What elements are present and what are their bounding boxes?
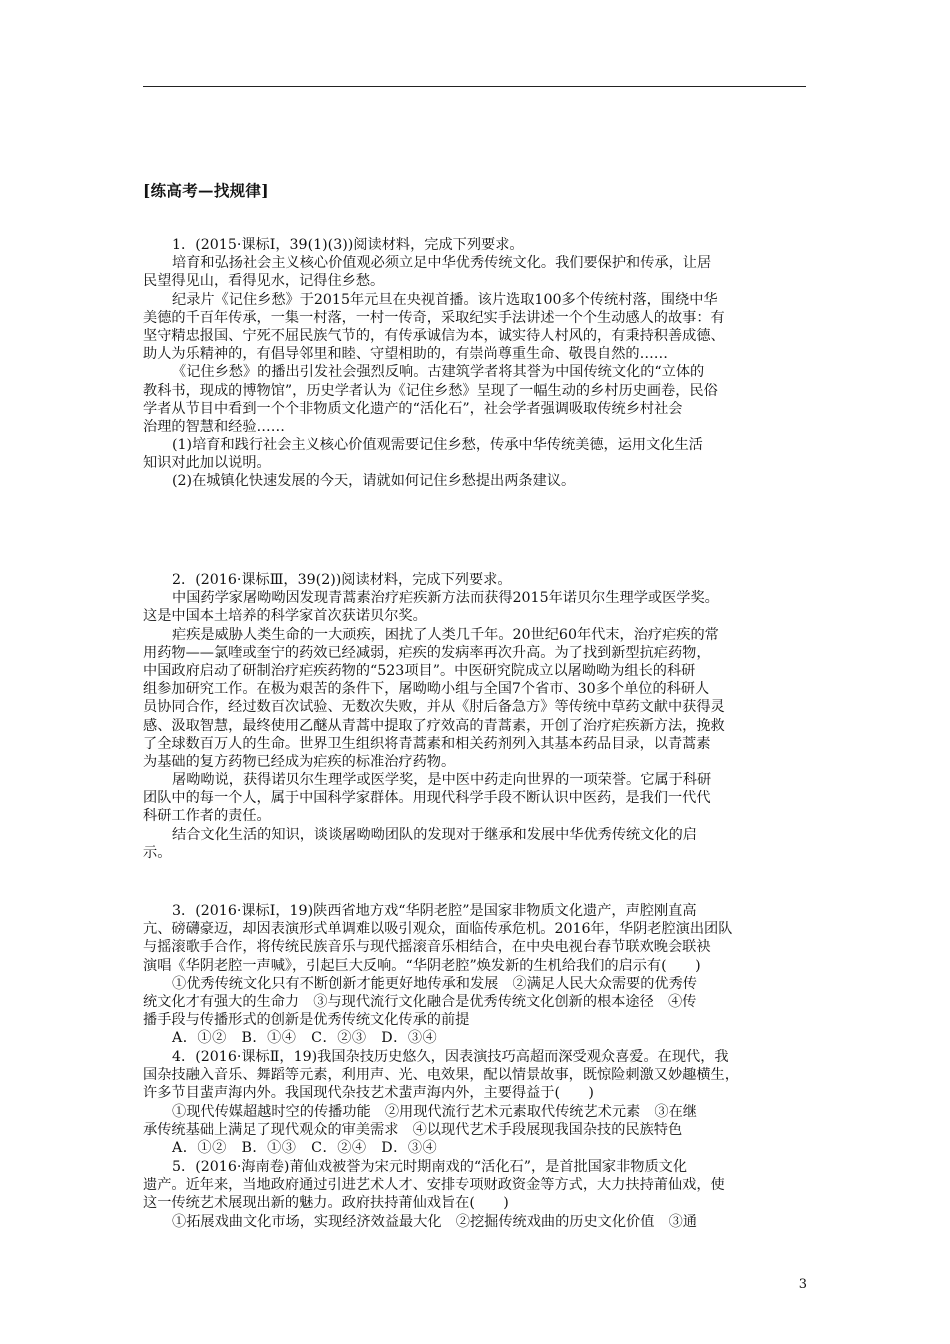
paragraph-line: 了全球数百万人的生命。世界卫生组织将青蒿素和相关药剂列入其基本药品目录，以青蒿素 [143, 735, 711, 752]
paragraph-line: 这一传统艺术展现出新的魅力。政府扶持莆仙戏旨在( ) [143, 1195, 509, 1212]
paragraph-line: 为基础的复方药物已经成为疟疾的标准治疗药物。 [143, 753, 456, 770]
paragraph-line: 中国政府启动了研制治疗疟疾药物的“523项目”。中医研究院成立以屠呦呦为组长的科研 [143, 662, 696, 679]
section-title: [练高考—找规律] [143, 181, 269, 200]
header-rule [143, 86, 806, 87]
choice-statement: ①拓展戏曲文化市场，实现经济效益最大化 ②挖掘传统戏曲的历史文化价值 ③通 [172, 1213, 697, 1230]
choice-statement: ①现代传媒超越时空的传播功能 ②用现代流行艺术元素取代传统艺术元素 ③在继 [172, 1103, 697, 1120]
paragraph-line: 演唱《华阴老腔一声喊》，引起巨大反响。“华阴老腔”焕发新的生机给我们的启示有( ) [143, 957, 701, 974]
answer-options: A．①② B．①③ C．②④ D．③④ [172, 1139, 438, 1156]
paragraph-line: 学者从节目中看到一个个非物质文化遗产的“活化石”，社会学者强调吸取传统乡村社会 [143, 400, 683, 417]
paragraph-line: 《记住乡愁》的播出引发社会强烈反响。古建筑学者将其誉为中国传统文化的“立体的 [172, 364, 705, 381]
paragraph-line: 中国药学家屠呦呦因发现青蒿素治疗疟疾新方法而获得2015年诺贝尔生理学或医学奖。 [172, 590, 719, 607]
paragraph-line: 遗产。近年来，当地政府通过引进艺术人才、安排专项财政资金等方式，大力扶持莆仙戏，使 [143, 1177, 725, 1194]
page-number: 3 [798, 1277, 807, 1292]
sub-question: 知识对此加以说明。 [143, 455, 271, 472]
q5-heading: 5．(2016·海南卷)莆仙戏被誉为宋元时期南戏的“活化石”，是首批国家非物质文化 [172, 1159, 688, 1175]
paragraph-line: 团队中的每一个人，属于中国科学家群体。用现代科学手段不断认识中医药，是我们一代代 [143, 790, 711, 807]
paragraph-line: 亢、磅礴豪迈，却因表演形式单调难以吸引观众，面临传承危机。2016年，华阴老腔演出团队 [143, 921, 733, 938]
paragraph-line: 助人为乐精神的，有倡导邻里和睦、守望相助的，有崇尚尊重生命、敬畏自然的…… [143, 346, 668, 363]
q3-heading: 3．(2016·课标Ⅰ，19)陕西省地方戏“华阴老腔”是国家非物质文化遗产，声腔刚直高 [172, 903, 697, 919]
question-5 [143, 1158, 806, 1231]
answer-options: A．①② B．①④ C．②③ D．③④ [172, 1030, 438, 1047]
question-4 [143, 1048, 806, 1157]
paragraph-line: 美德的千百年传承，一集一村落，一村一传奇，采取纪实手法讲述一个个生动感人的故事：有 [143, 309, 725, 326]
paragraph-line: 组参加研究工作。在极为艰苦的条件下，屠呦呦小组与全国7个省市、30多个单位的科研人 [143, 681, 710, 698]
paragraph-line: 屠呦呦说，获得诺贝尔生理学或医学奖，是中医中药走向世界的一项荣誉。它属于科研 [172, 772, 712, 789]
choice-statement: 承传统基础上满足了现代观众的审美需求 ④以现代艺术手段展现我国杂技的民族特色 [143, 1121, 683, 1138]
sub-question: (1)培育和践行社会主义核心价值观需要记住乡愁，传承中华传统美德，运用文化生活 [172, 437, 703, 454]
sub-question: 示。 [143, 844, 172, 861]
paragraph-line: 教科书，现成的博物馆”，历史学者认为《记住乡愁》呈现了一幅生动的乡村历史画卷，民俗 [143, 382, 718, 399]
sub-question: (2)在城镇化快速发展的今天，请就如何记住乡愁提出两条建议。 [172, 473, 576, 490]
paragraph-line: 与摇滚歌手合作，将传统民族音乐与现代摇滚音乐相结合，在中央电视台春节联欢晚会联袂 [143, 939, 711, 956]
paragraph-line: 这是中国本土培养的科学家首次获诺贝尔奖。 [143, 608, 427, 625]
q4-heading: 4．(2016·课标Ⅱ，19)我国杂技历史悠久，因表演技巧高超而深受观众喜爱。在现代，我 [172, 1049, 729, 1065]
choice-statement: 统文化才有强大的生命力 ③与现代流行文化融合是优秀传统文化创新的根本途径 ④传 [143, 993, 697, 1010]
paragraph-line: 许多节目蜚声海内外。我国现代杂技艺术蜚声海内外，主要得益于( ) [143, 1085, 594, 1102]
paragraph-line: 用药物——氯喹或奎宁的药效已经减弱，疟疾的发病率再次升高。为了找到新型抗疟药物， [143, 644, 711, 661]
question-2 [143, 571, 806, 862]
paragraph-line: 纪录片《记住乡愁》于2015年元旦在央视首播。该片选取100多个传统村落，围绕中华 [172, 291, 718, 308]
paragraph-line: 科研工作者的责任。 [143, 808, 271, 825]
paragraph-line: 国杂技融入音乐、舞蹈等元素，利用声、光、电效果，配以情景故事，既惊险刺激又妙趣横生， [143, 1067, 739, 1084]
paragraph-line: 疟疾是威胁人类生命的一大顽疾，困扰了人类几千年。20世纪60年代末，治疗疟疾的常 [172, 626, 719, 643]
q1-heading: 1．(2015·课标Ⅰ，39(1)(3))阅读材料，完成下列要求。 [172, 237, 524, 253]
sub-question: 结合文化生活的知识，谈谈屠呦呦团队的发现对于继承和发展中华优秀传统文化的启 [172, 826, 697, 843]
paragraph-line: 培育和弘扬社会主义核心价值观必须立足中华优秀传统文化。我们要保护和传承，让居 [172, 255, 712, 272]
q2-heading: 2．(2016·课标Ⅲ，39(2))阅读材料，完成下列要求。 [172, 572, 512, 588]
choice-statement: ①优秀传统文化只有不断创新才能更好地传承和发展 ②满足人民大众需要的优秀传 [172, 975, 697, 992]
question-3 [143, 902, 806, 1048]
question-1 [143, 236, 806, 491]
paragraph-line: 民望得见山，看得见水，记得住乡愁。 [143, 273, 385, 290]
paragraph-line: 坚守精忠报国、宁死不屈民族气节的，有传承诚信为本，诚实待人村风的，有秉持积善成德、 [143, 327, 725, 344]
paragraph-line: 员协同合作，经过数百次试验、无数次失败，并从《肘后备急方》等传统中草药文献中获得灵 [143, 699, 725, 716]
paragraph-line: 治理的智慧和经验…… [143, 418, 285, 435]
paragraph-line: 感、汲取智慧，最终使用乙醚从青蒿中提取了疗效高的青蒿素，开创了治疗疟疾新方法，挽救 [143, 717, 725, 734]
choice-statement: 播手段与传播形式的创新是优秀传统文化传承的前提 [143, 1012, 470, 1029]
